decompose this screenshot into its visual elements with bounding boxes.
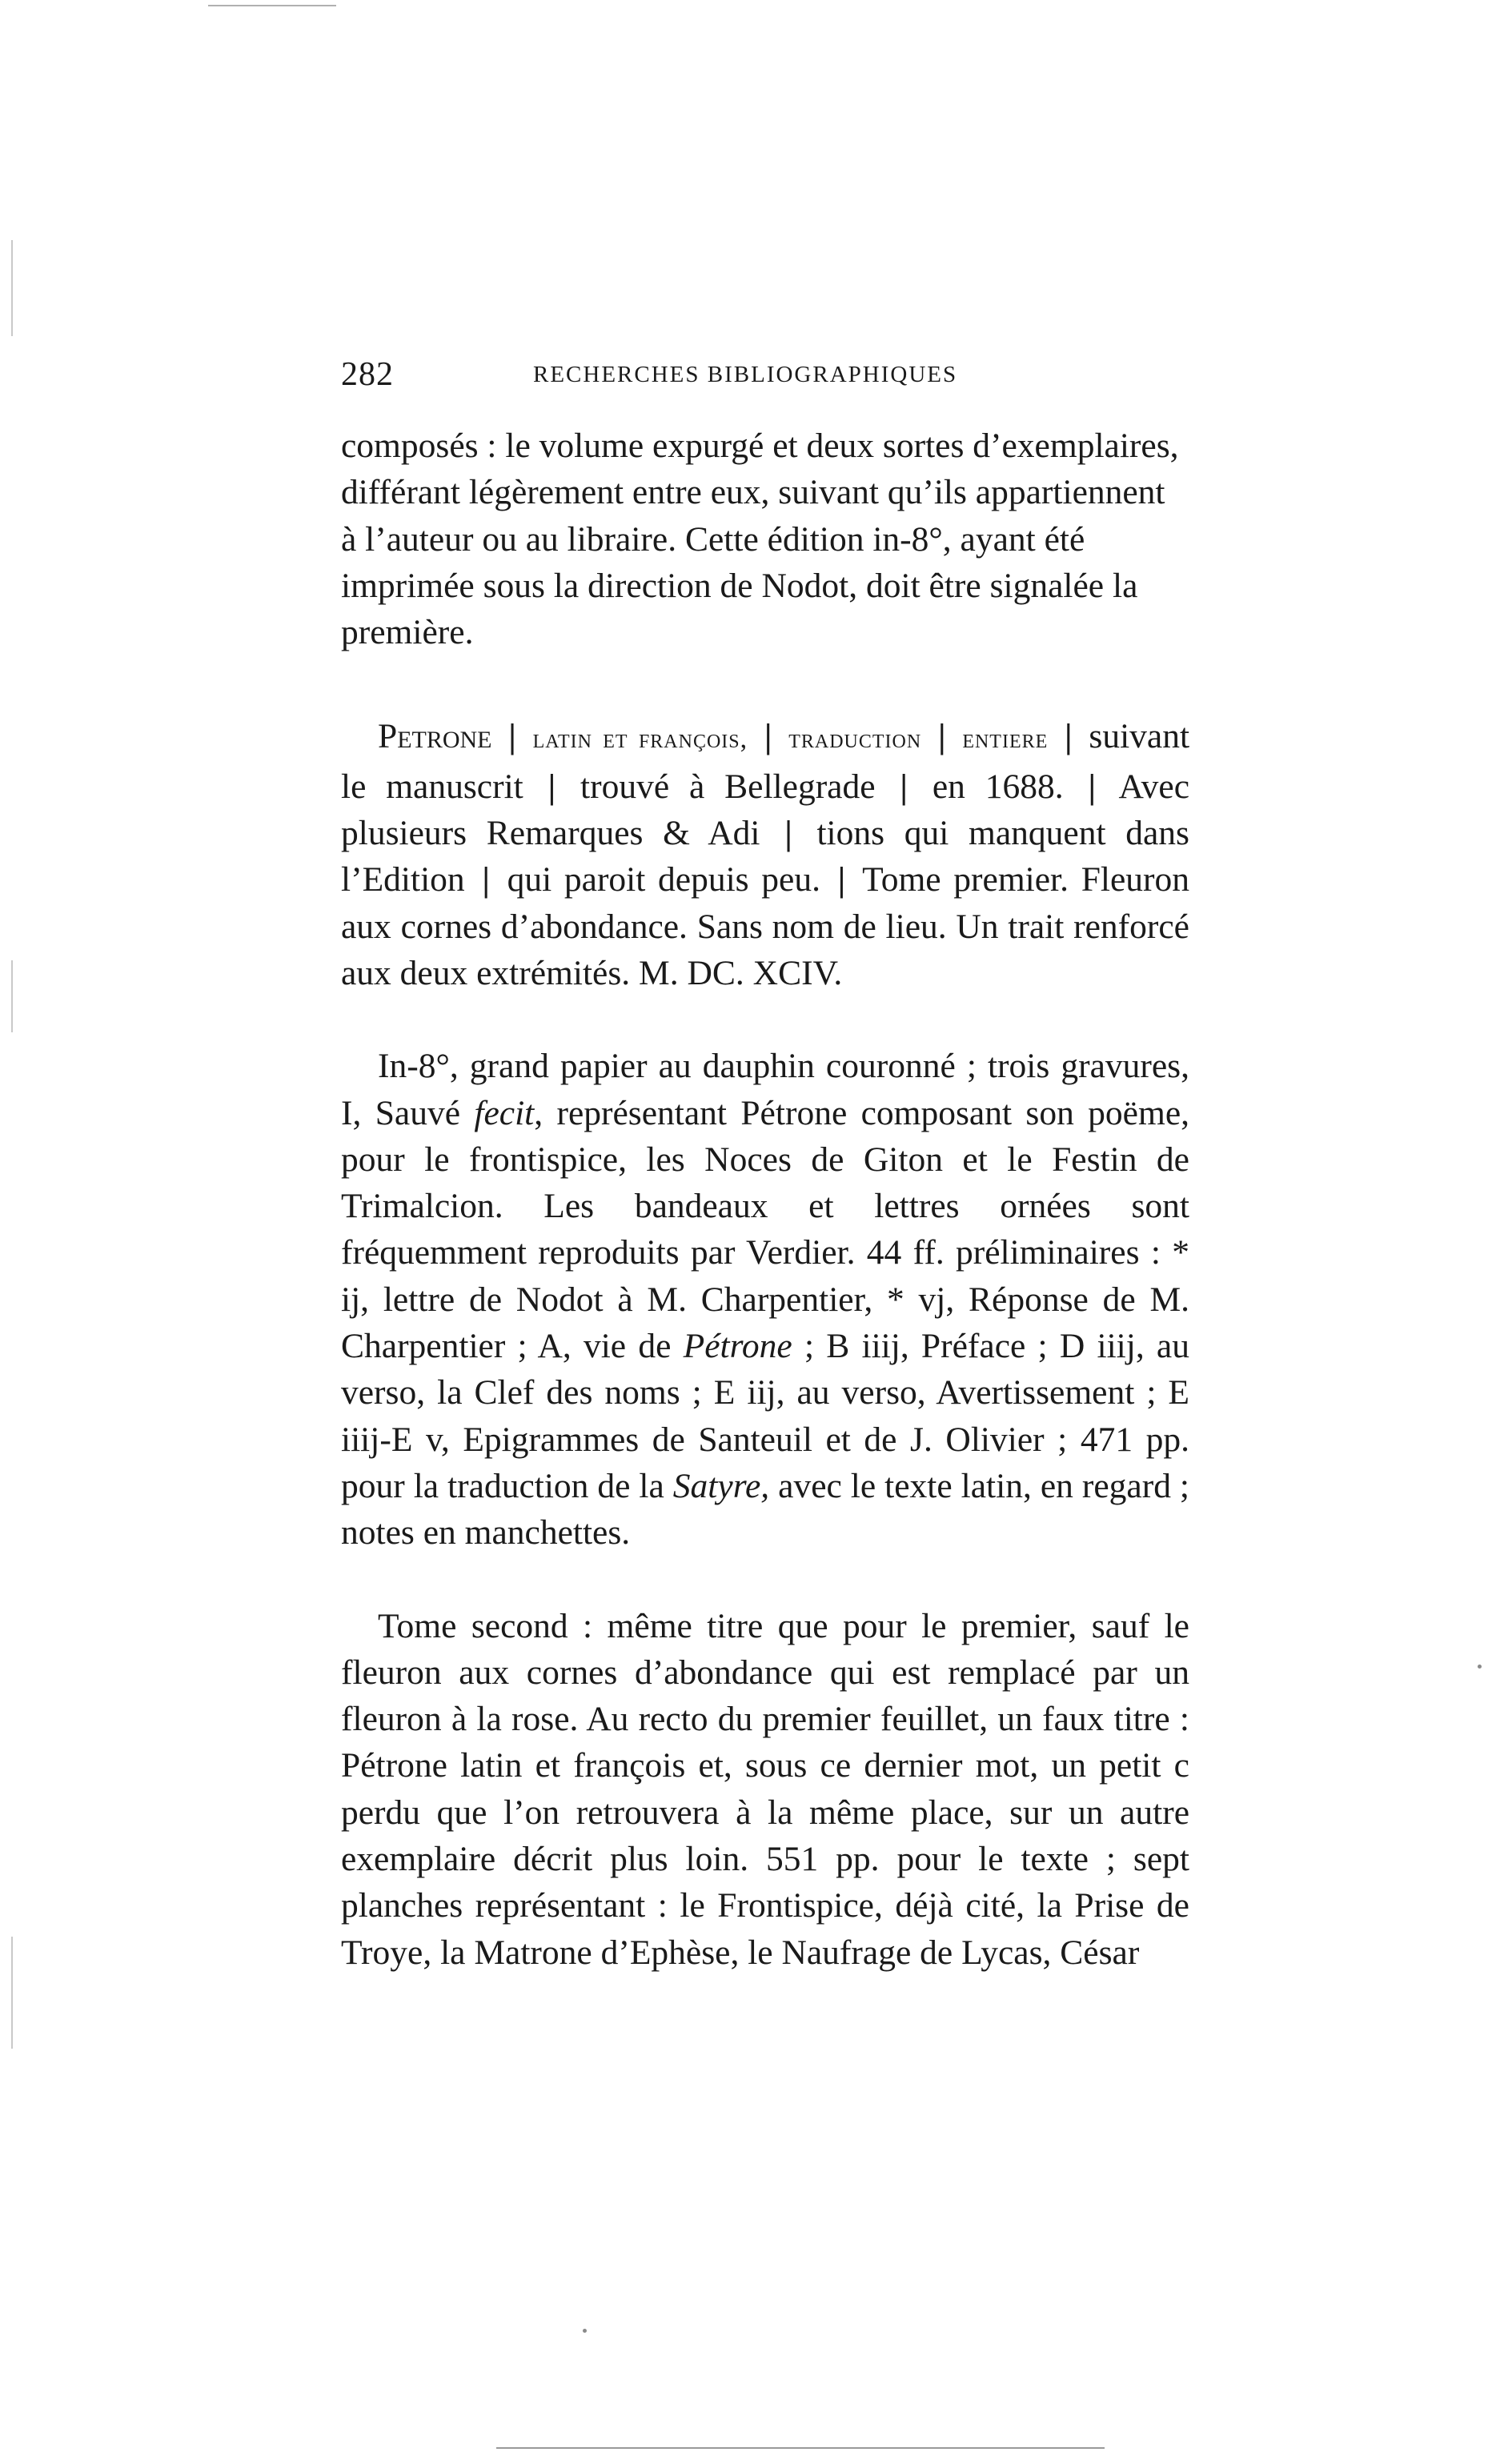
text-line: composés : le volume expurgé et deux sortes d’exemplaires, [341, 427, 1179, 465]
line-break-bar: | [764, 717, 772, 756]
body-text [341, 423, 1189, 1976]
bibliographic-title-description [341, 713, 1189, 996]
text-line: imprimée sous la direction de Nodot, doit être signalée la [341, 566, 1138, 605]
page-header [341, 355, 1189, 403]
paragraph-collation [341, 1043, 1189, 1556]
italic-petrone: Pétrone [683, 1327, 792, 1366]
italic-fecit: fecit [474, 1093, 535, 1132]
text-run: , représentant Pétrone composant son poëme, pour le frontispice, les Noces de Giton et le Festin de Trimalcion. Les bandeaux et lettres ornées sont fréquemment reproduits par Verdier. 44 ff. préliminaires : * ij, lettre de Nodot à M. Charpentier, * vj, Réponse de M. Charpentier ; A, vie de [341, 1093, 1190, 1366]
title-text: trouvé à Bellegrade [580, 767, 876, 806]
line-break-bar: | [837, 860, 846, 899]
scan-margin-artifact [11, 1937, 13, 2049]
scan-bottom-line [496, 2447, 1105, 2449]
title-text: tions qui manquent dans l’Edition [341, 814, 1189, 899]
title-word-petrone: Petrone [378, 717, 492, 756]
paragraph-continuation [341, 423, 1189, 655]
text-run: In-8°, grand papier au dauphin couronné ; trois gravures, I, Sauvé [341, 1047, 1189, 1132]
text-line: à l’auteur ou au libraire. Cette édition in-8°, ayant été [341, 519, 1085, 559]
scan-speck [583, 2329, 587, 2333]
title-small-caps: entiere [962, 724, 1049, 755]
line-break-bar: | [1065, 717, 1073, 756]
title-text: qui paroit depuis peu. [507, 860, 820, 899]
title-small-caps: latin et françois, [532, 724, 748, 755]
line-break-bar: | [1088, 767, 1097, 806]
italic-satyre: Satyre, [672, 1466, 770, 1505]
title-text: en 1688. [932, 767, 1064, 806]
line-break-bar: | [937, 717, 946, 756]
title-text: Tome premier. Fleuron aux cornes d’abondance. Sans nom de lieu. Un trait renforcé aux deux extrémités. M. DC. XCIV. [341, 860, 1190, 992]
text-line: première. [341, 613, 474, 652]
title-text: Avec plusieurs Remarques & Adi [341, 767, 1190, 853]
title-text: suivant le manuscrit [341, 717, 1190, 806]
line-break-bar: | [482, 860, 490, 899]
title-small-caps: traduction [788, 724, 922, 755]
line-break-bar: | [547, 767, 556, 806]
text-line: différant légèrement entre eux, suivant qu’ils appartiennent [341, 473, 1165, 512]
line-break-bar: | [508, 717, 516, 756]
scan-margin-artifact [11, 240, 13, 336]
paragraph-tome-second: Tome second : même titre que pour le premier, sauf le fleuron aux cornes d’abondance qui est remplacé par un fleuron à la rose. Au recto du premier feuillet, un faux titre : Pétrone latin et françois et, sous ce dernier mot, un petit c perdu que l’on retrouvera à la même place, sur un autre exemplaire décrit plus loin. 551 pp. pour le texte ; sept planches représentant : le Frontispice, déjà cité, la Prise de Troye, la Matrone d’Ephèse, le Naufrage de Lycas, César [341, 1606, 1189, 1972]
page-number: 282 [341, 356, 394, 393]
line-break-bar: | [900, 767, 908, 806]
text-run: avec le texte latin, en regard ; notes en manchettes. [341, 1466, 1189, 1553]
text-run: ; B iiij, Préface ; D iiij, au verso, la Clef des noms ; E iij, au verso, Avertissement ; E iiij-E v, Epigrammes de Santeuil et de J. Olivier ; 471 pp. pour la traduction de la [341, 1327, 1189, 1505]
scan-edge-line [208, 5, 336, 6]
scan-margin-artifact [11, 960, 13, 1032]
running-title: RECHERCHES BIBLIOGRAPHIQUES [533, 362, 958, 387]
scan-speck [1478, 1665, 1482, 1669]
line-break-bar: | [784, 814, 792, 853]
